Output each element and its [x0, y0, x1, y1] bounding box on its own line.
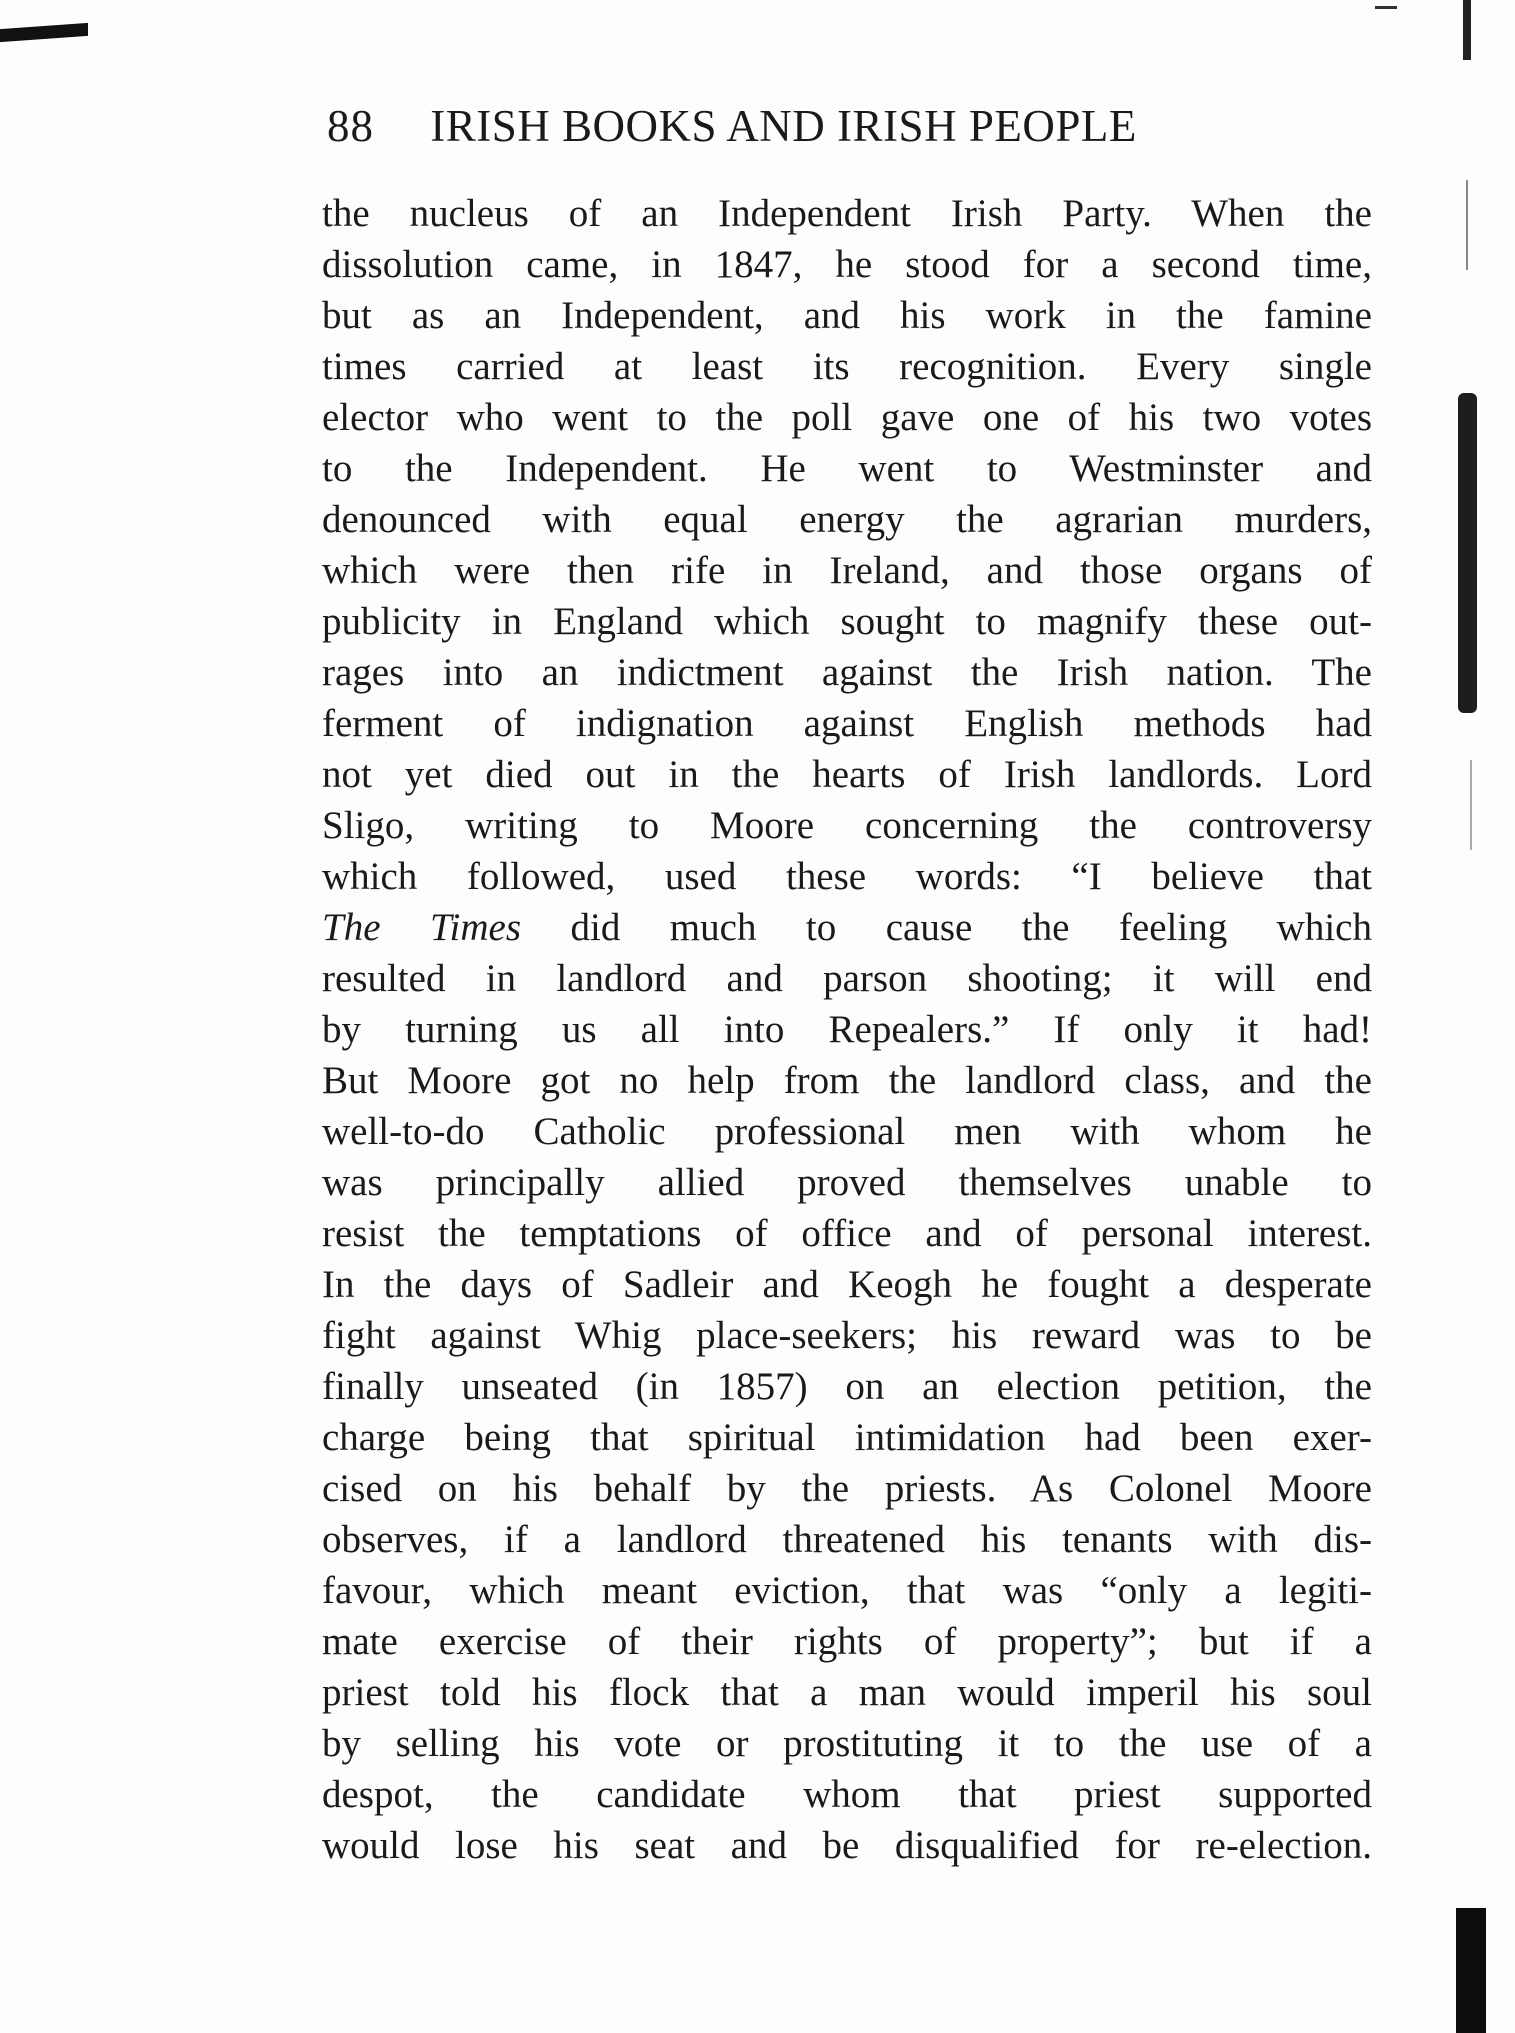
- text-line: would lose his seat and be disqualified for re-election.: [322, 1824, 1372, 1867]
- scan-edge-mark: [0, 23, 88, 42]
- text-line: favour, which meant eviction, that was “only a legiti-: [322, 1569, 1372, 1612]
- text-line: Sligo, writing to Moore concerning the controversy: [322, 804, 1372, 847]
- text-line: In the days of Sadleir and Keogh he fought a desperate: [322, 1263, 1372, 1306]
- text-line: well-to-do Catholic professional men with whom he: [322, 1110, 1372, 1153]
- text-line: priest told his flock that a man would imperil his soul: [322, 1671, 1372, 1714]
- text-line: charge being that spiritual intimidation had been exer-: [322, 1416, 1372, 1459]
- text-line: despot, the candidate whom that priest supported: [322, 1773, 1372, 1816]
- text-line: the nucleus of an Independent Irish Party. When the: [322, 192, 1372, 235]
- text-line: But Moore got no help from the landlord class, and the: [322, 1059, 1372, 1102]
- text-line-with-italic: [322, 902, 1372, 953]
- text-line: by turning us all into Repealers.” If only it had!: [322, 1008, 1372, 1051]
- scan-edge-mark: [1458, 393, 1477, 713]
- text-line-rest: did much to cause the feeling which: [570, 906, 1372, 949]
- page-number: 88: [327, 101, 374, 151]
- running-header: [327, 100, 1377, 160]
- text-line: ferment of indignation against English methods had: [322, 702, 1372, 745]
- text-line: observes, if a landlord threatened his tenants with dis-: [322, 1518, 1372, 1561]
- scan-edge-mark: [1463, 0, 1471, 60]
- scan-edge-mark: [1466, 180, 1468, 270]
- text-line: mate exercise of their rights of property”; but if a: [322, 1620, 1372, 1663]
- text-line: cised on his behalf by the priests. As Colonel Moore: [322, 1467, 1372, 1510]
- text-line: resist the temptations of office and of personal interest.: [322, 1212, 1372, 1255]
- text-line: rages into an indictment against the Irish nation. The: [322, 651, 1372, 694]
- text-line: but as an Independent, and his work in the famine: [322, 294, 1372, 337]
- running-title: IRISH BOOKS AND IRISH PEOPLE: [430, 101, 1137, 151]
- text-line: publicity in England which sought to magnify these out-: [322, 600, 1372, 643]
- text-line: denounced with equal energy the agrarian murders,: [322, 498, 1372, 541]
- text-line: times carried at least its recognition. Every single: [322, 345, 1372, 388]
- text-line: not yet died out in the hearts of Irish landlords. Lord: [322, 753, 1372, 796]
- text-line: resulted in landlord and parson shooting; it will end: [322, 957, 1372, 1000]
- text-line: by selling his vote or prostituting it to the use of a: [322, 1722, 1372, 1765]
- scan-edge-mark: [1470, 760, 1472, 850]
- text-line: fight against Whig place-seekers; his reward was to be: [322, 1314, 1372, 1357]
- text-line: elector who went to the poll gave one of his two votes: [322, 396, 1372, 439]
- text-line: to the Independent. He went to Westminster and: [322, 447, 1372, 490]
- italic-newspaper-title: The Times: [322, 906, 521, 949]
- body-text: [322, 188, 1372, 1871]
- text-line: was principally allied proved themselves unable to: [322, 1161, 1372, 1204]
- text-line: which were then rife in Ireland, and those organs of: [322, 549, 1372, 592]
- scan-edge-mark: [1375, 6, 1397, 9]
- scan-edge-mark: [1456, 1908, 1486, 2033]
- text-line: which followed, used these words: “I believe that: [322, 855, 1372, 898]
- text-line: finally unseated (in 1857) on an election petition, the: [322, 1365, 1372, 1408]
- text-line: dissolution came, in 1847, he stood for a second time,: [322, 243, 1372, 286]
